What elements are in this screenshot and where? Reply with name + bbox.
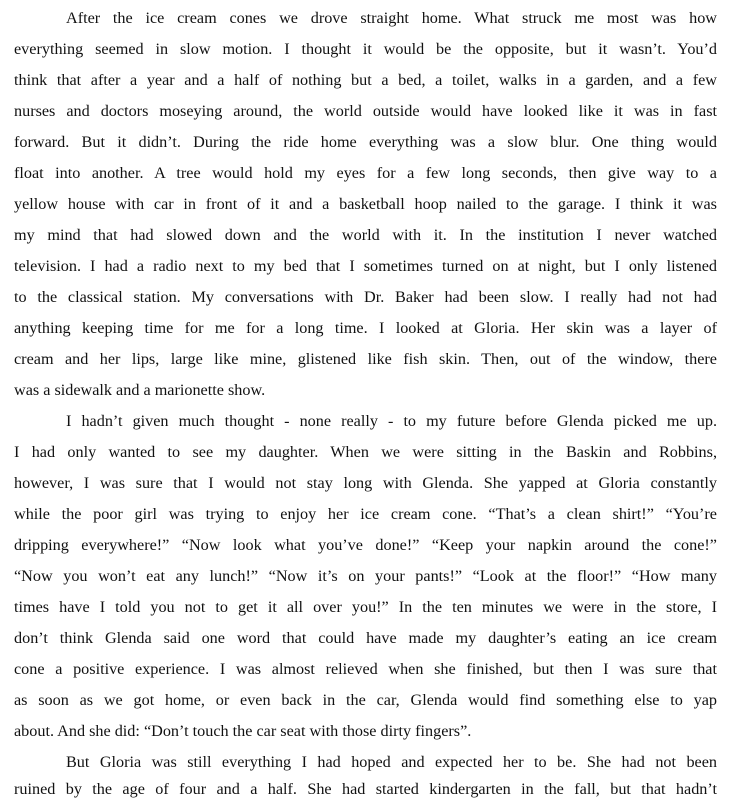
paragraph-1-line-13: was a sidewalk and a marionette show.	[14, 381, 266, 399]
paragraph-3-line-1: But Gloria was still everything I had hoped and expected her to be. She had not been	[66, 753, 717, 771]
paragraph-1-line-1: After the ice cream cones we drove straight home. What struck me most was how	[66, 9, 717, 27]
paragraph-2-line-10: as soon as we got home, or even back in the car, Glenda would find something else to yap	[14, 691, 717, 709]
paragraph-1-line-10: to the classical station. My conversations with Dr. Baker had been slow. I really had not had	[14, 288, 717, 306]
paragraph-1-line-12: cream and her lips, large like mine, glistened like fish skin. Then, out of the window, there	[14, 350, 717, 368]
paragraph-1-line-9: television. I had a radio next to my bed that I sometimes turned on at night, but I only listened	[14, 257, 717, 275]
paragraph-1-line-6: float into another. A tree would hold my eyes for a few long seconds, then give way to a	[14, 164, 717, 182]
paragraph-1-line-11: anything keeping time for me for a long time. I looked at Gloria. Her skin was a layer of	[14, 319, 717, 337]
paragraph-2-line-7: times have I told you not to get it all over you!” In the ten minutes we were in the store, I	[14, 598, 717, 616]
paragraph-2-line-5: dripping everywhere!” “Now look what you’ve done!” “Keep your napkin around the cone!”	[14, 536, 717, 554]
paragraph-1-line-8: my mind that had slowed down and the world with it. In the institution I never watched	[14, 226, 717, 244]
paragraph-1-line-3: think that after a year and a half of nothing but a bed, a toilet, walks in a garden, and a few	[14, 71, 717, 89]
paragraph-1-line-2: everything seemed in slow motion. I thought it would be the opposite, but it wasn’t. You’d	[14, 40, 717, 58]
paragraph-1-line-7: yellow house with car in front of it and a basketball hoop nailed to the garage. I think it was	[14, 195, 717, 213]
paragraph-1-line-4: nurses and doctors moseying around, the world outside would have looked like it was in fast	[14, 102, 717, 120]
paragraph-2-line-4: while the poor girl was trying to enjoy her ice cream cone. “That’s a clean shirt!” “You’re	[14, 505, 717, 523]
paragraph-2-line-11: about. And she did: “Don’t touch the car seat with those dirty fingers”.	[14, 722, 472, 740]
paragraph-2-line-8: don’t think Glenda said one word that could have made my daughter’s eating an ice cream	[14, 629, 717, 647]
paragraph-1-line-5: forward. But it didn’t. During the ride home everything was a slow blur. One thing would	[14, 133, 717, 151]
paragraph-2-line-2: I had only wanted to see my daughter. When we were sitting in the Baskin and Robbins,	[14, 443, 717, 461]
paragraph-2-line-3: however, I was sure that I would not stay long with Glenda. She yapped at Gloria constantly	[14, 474, 717, 492]
paragraph-2-line-9: cone a positive experience. I was almost relieved when she finished, but then I was sure that	[14, 660, 717, 678]
paragraph-2-line-6: “Now you won’t eat any lunch!” “Now it’s on your pants!” “Look at the floor!” “How many	[14, 567, 717, 585]
paragraph-2-line-1: I hadn’t given much thought - none really - to my future before Glenda picked me up.	[66, 412, 717, 430]
paragraph-3-line-2: ruined by the age of four and a half. She had started kindergarten in the fall, but that hadn’t	[14, 780, 717, 798]
